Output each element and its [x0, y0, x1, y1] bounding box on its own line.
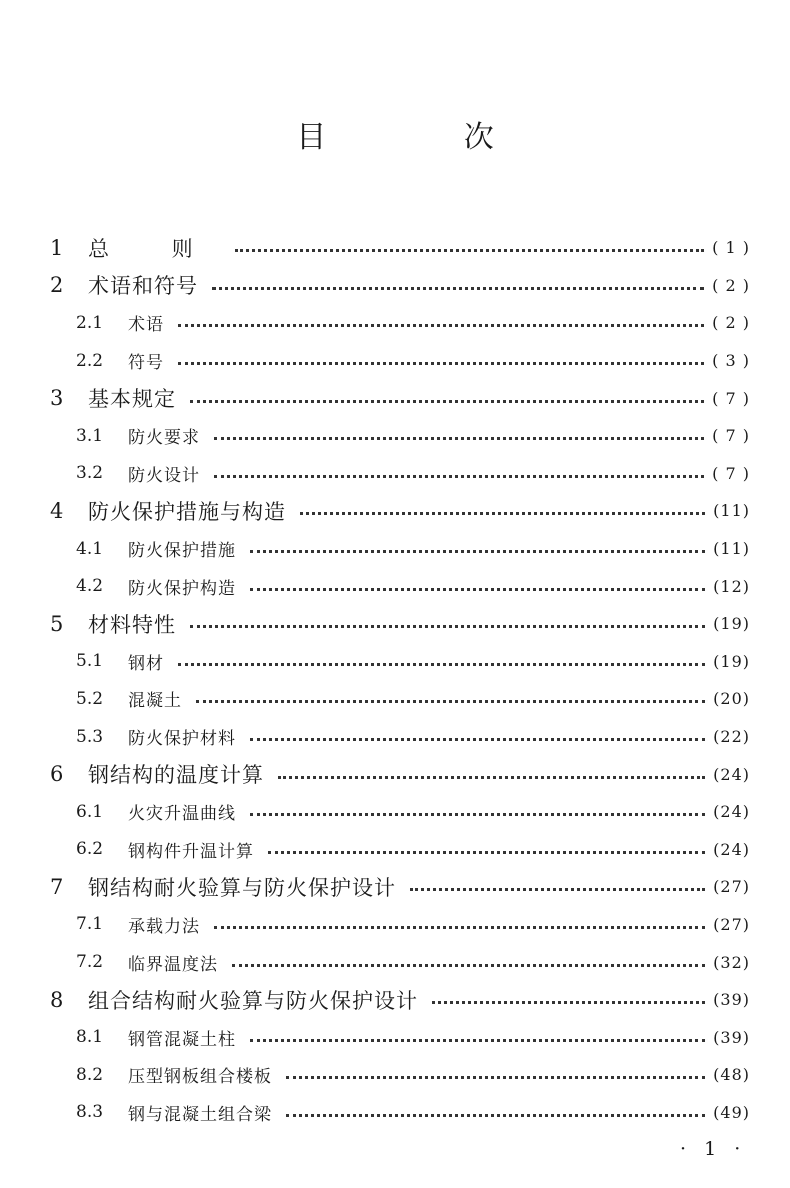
toc-number: 7.1	[76, 914, 104, 935]
toc-entry-section-4-2[interactable]	[0, 567, 790, 605]
dot-leader	[250, 799, 705, 816]
toc-number: 4.1	[76, 538, 104, 559]
toc-number: 5.1	[76, 651, 104, 672]
dot-leader	[250, 574, 705, 591]
toc-page-number: (39)	[713, 990, 750, 1010]
toc-entry-chapter-8[interactable]	[0, 981, 790, 1019]
toc-entry-section-4-1[interactable]	[0, 530, 790, 568]
toc-entry-section-5-2[interactable]	[0, 680, 790, 718]
toc-page-number: (27)	[713, 914, 750, 934]
dot-leader	[214, 912, 705, 929]
toc-number: 8.2	[76, 1064, 104, 1085]
toc-number: 5.3	[76, 726, 104, 747]
toc-page-number: (24)	[713, 764, 750, 784]
toc-number: 2	[50, 273, 64, 298]
dot-leader	[250, 724, 705, 741]
toc-label: 术语	[128, 315, 164, 336]
toc-number: 5	[50, 611, 64, 636]
toc-page-number: (49)	[713, 1102, 750, 1122]
toc-page-number: ( 7 )	[712, 426, 750, 446]
dot-leader	[232, 950, 705, 967]
toc-page-number: (22)	[713, 727, 750, 747]
dot-leader	[268, 837, 705, 854]
toc-label: 符号	[128, 353, 164, 374]
page-number-footer: · 1 ·	[680, 1138, 747, 1160]
toc-entry-section-6-2[interactable]	[0, 831, 790, 869]
toc-label: 防火要求	[128, 428, 200, 449]
toc-number: 8.1	[76, 1027, 104, 1048]
toc-page-number: (11)	[713, 539, 750, 559]
toc-number: 5.2	[76, 688, 104, 709]
toc-page-number: ( 3 )	[712, 351, 750, 371]
toc-number: 1	[50, 235, 64, 260]
toc-number: 8.3	[76, 1102, 104, 1123]
dot-leader	[190, 386, 704, 403]
toc-page-number: (19)	[713, 651, 750, 671]
toc-page-number: (24)	[713, 802, 750, 822]
toc-number: 4	[50, 498, 64, 523]
toc-entry-chapter-1[interactable]	[0, 229, 790, 267]
dot-leader	[250, 1025, 705, 1042]
toc-page-number: (39)	[713, 1027, 750, 1047]
toc-page-number: ( 7 )	[712, 463, 750, 483]
page-title: 目 次	[296, 120, 558, 155]
toc-number: 6.2	[76, 839, 104, 860]
toc-label: 组合结构耐火验算与防火保护设计	[88, 988, 418, 1013]
dot-leader	[410, 874, 705, 891]
toc-page-number: (32)	[713, 952, 750, 972]
toc-entry-section-8-3[interactable]	[0, 1094, 790, 1132]
toc-page-number: ( 2 )	[712, 313, 750, 333]
dot-leader	[278, 762, 705, 779]
toc-number: 3	[50, 386, 64, 411]
toc-list	[0, 229, 790, 1131]
toc-number: 7.2	[76, 952, 104, 973]
toc-entry-chapter-3[interactable]	[0, 379, 790, 417]
toc-entry-chapter-4[interactable]	[0, 492, 790, 530]
toc-label: 钢管混凝土柱	[128, 1029, 236, 1050]
toc-label: 压型钢板组合楼板	[128, 1067, 272, 1088]
dot-leader	[235, 235, 704, 252]
dot-leader	[286, 1100, 705, 1117]
dot-leader	[178, 310, 704, 327]
dot-leader	[214, 423, 704, 440]
dot-leader	[300, 498, 705, 515]
toc-number: 8	[50, 987, 64, 1012]
toc-entry-section-6-1[interactable]	[0, 793, 790, 831]
dot-leader	[214, 461, 704, 478]
toc-entry-chapter-5[interactable]	[0, 605, 790, 643]
toc-label: 防火保护构造	[128, 578, 236, 599]
toc-page-number: (19)	[713, 614, 750, 634]
toc-number: 3.1	[76, 425, 104, 446]
toc-entry-section-2-1[interactable]	[0, 304, 790, 342]
toc-number: 6	[50, 762, 64, 787]
toc-label: 临界温度法	[128, 954, 218, 975]
toc-entry-section-5-3[interactable]	[0, 718, 790, 756]
toc-number: 2.2	[76, 350, 104, 371]
toc-page-number: (48)	[713, 1065, 750, 1085]
toc-entry-section-3-1[interactable]	[0, 417, 790, 455]
toc-page-number: (11)	[713, 501, 750, 521]
toc-label: 防火保护措施	[128, 541, 236, 562]
toc-label: 术语和符号	[88, 274, 198, 299]
toc-entry-section-7-2[interactable]	[0, 943, 790, 981]
toc-page-number: (27)	[713, 877, 750, 897]
toc-label: 钢结构的温度计算	[88, 763, 264, 788]
toc-label: 材料特性	[88, 612, 176, 637]
toc-label: 防火保护措施与构造	[88, 499, 286, 524]
toc-label: 基本规定	[88, 387, 176, 412]
toc-page-number: ( 1 )	[712, 238, 750, 258]
dot-leader	[286, 1062, 705, 1079]
toc-entry-section-7-1[interactable]	[0, 906, 790, 944]
toc-label: 防火保护材料	[128, 729, 236, 750]
toc-label: 钢构件升温计算	[128, 841, 254, 862]
toc-number: 2.1	[76, 312, 104, 333]
toc-entry-section-2-2[interactable]	[0, 342, 790, 380]
dot-leader	[196, 686, 705, 703]
toc-label: 火灾升温曲线	[128, 804, 236, 825]
toc-number: 4.2	[76, 576, 104, 597]
toc-label: 钢材	[128, 653, 164, 674]
dot-leader	[212, 273, 704, 290]
dot-leader	[250, 536, 705, 553]
toc-entry-chapter-6[interactable]	[0, 755, 790, 793]
toc-number: 7	[50, 874, 64, 899]
toc-entry-chapter-7[interactable]	[0, 868, 790, 906]
toc-page-number: (12)	[713, 576, 750, 596]
toc-entry-section-8-1[interactable]	[0, 1018, 790, 1056]
toc-page-number: (24)	[713, 839, 750, 859]
toc-label: 混凝土	[128, 691, 182, 712]
toc-entry-section-3-2[interactable]	[0, 455, 790, 493]
dot-leader	[190, 611, 705, 628]
toc-label: 钢结构耐火验算与防火保护设计	[88, 875, 396, 900]
dot-leader	[432, 987, 705, 1004]
dot-leader	[178, 348, 704, 365]
toc-entry-section-8-2[interactable]	[0, 1056, 790, 1094]
toc-label: 防火设计	[128, 465, 200, 486]
toc-entry-chapter-2[interactable]	[0, 267, 790, 305]
toc-label: 总 则	[88, 236, 221, 261]
toc-page-number: ( 7 )	[712, 388, 750, 408]
toc-number: 6.1	[76, 801, 104, 822]
toc-label: 承载力法	[128, 916, 200, 937]
toc-label: 钢与混凝土组合梁	[128, 1104, 272, 1125]
toc-number: 3.2	[76, 463, 104, 484]
toc-page-number: (20)	[713, 689, 750, 709]
dot-leader	[178, 649, 705, 666]
toc-page-number: ( 2 )	[712, 275, 750, 295]
toc-entry-section-5-1[interactable]	[0, 643, 790, 681]
